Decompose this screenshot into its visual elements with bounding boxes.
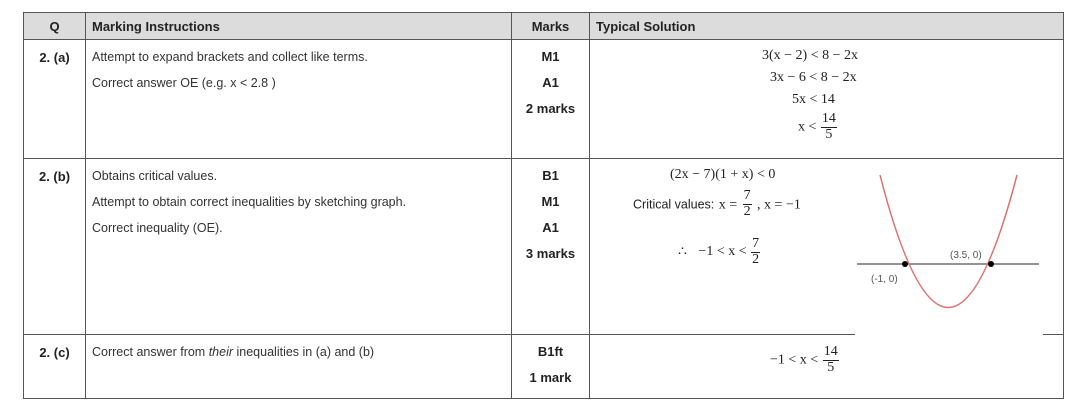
question-number: 2. (a) (24, 40, 86, 159)
mark-total: 2 marks (525, 101, 576, 116)
mark: B1ft (537, 344, 564, 359)
instruction-line: Attempt to obtain correct inequalities by sketching graph. (92, 195, 407, 209)
table-row-2c (24, 335, 1064, 399)
root-label-left: (-1, 0) (871, 274, 898, 285)
marks-cell (512, 335, 590, 399)
instruction-line: Correct answer OE (e.g. x < 2.8 ) (92, 76, 276, 90)
fraction (743, 189, 752, 219)
solution-prefix: x < (798, 119, 817, 135)
critical-values-label: Critical values: (633, 197, 715, 212)
typical-solution (590, 335, 1064, 399)
instruction-text: Correct answer from (92, 345, 209, 359)
numerator: 7 (743, 188, 751, 203)
mark: M1 (541, 49, 560, 64)
mark-total: 1 mark (529, 370, 572, 385)
typical-solution (590, 40, 1064, 159)
fraction (751, 237, 760, 267)
root-label-right: (3.5, 0) (950, 250, 982, 261)
solution-line: (2x − 7)(1 + x) < 0 (670, 167, 776, 182)
numerator: 14 (821, 111, 836, 126)
marking-instructions (86, 159, 512, 335)
mark-total: 3 marks (525, 246, 576, 261)
critical-values-line (633, 189, 801, 219)
mark: A1 (542, 220, 559, 235)
numerator: 14 (823, 344, 838, 359)
cv-prefix: x = (718, 197, 738, 213)
answer-prefix: −1 < x < (770, 352, 819, 368)
parabola-sketch (855, 170, 1043, 336)
final-inequality (678, 237, 761, 267)
header-q: Q (24, 13, 86, 40)
marking-instructions (86, 40, 512, 159)
mark: B1 (542, 168, 559, 183)
header-marks: Marks (512, 13, 590, 40)
fraction (823, 345, 839, 375)
graph-background (855, 170, 1043, 336)
instruction-line: Obtains critical values. (92, 169, 218, 183)
mark: A1 (542, 75, 559, 90)
root-point-right (988, 261, 994, 267)
solution-line (798, 112, 838, 142)
instruction-line: Correct inequality (OE). (92, 221, 223, 235)
question-number: 2. (c) (24, 335, 86, 399)
root-point-left (902, 261, 908, 267)
header-row (24, 13, 1064, 40)
marking-instructions (86, 335, 512, 399)
denominator: 2 (752, 251, 760, 267)
solution-line: 3x − 6 < 8 − 2x (770, 70, 857, 85)
question-number: 2. (b) (24, 159, 86, 335)
header-solution: Typical Solution (590, 13, 1064, 40)
fraction (821, 112, 837, 142)
final-answer (770, 345, 840, 375)
instruction-line (92, 343, 505, 369)
marks-cell (512, 159, 590, 335)
therefore-symbol: ∴ (678, 244, 687, 260)
table-row-2a (24, 40, 1064, 159)
denominator: 5 (825, 126, 833, 142)
numerator: 7 (752, 236, 760, 251)
denominator: 2 (743, 203, 751, 219)
marks-cell (512, 40, 590, 159)
solution-line: 5x < 14 (792, 92, 835, 107)
denominator: 5 (827, 359, 835, 375)
mark: M1 (541, 194, 560, 209)
solution-line: 3(x − 2) < 8 − 2x (762, 48, 859, 63)
ineq-prefix: −1 < x < (698, 244, 747, 260)
instruction-text: inequalities in (a) and (b) (233, 345, 375, 359)
header-instructions: Marking Instructions (86, 13, 512, 40)
instruction-line: Attempt to expand brackets and collect like terms. (92, 50, 368, 64)
instruction-emphasis: their (208, 345, 234, 359)
cv-second: , x = −1 (757, 197, 801, 213)
